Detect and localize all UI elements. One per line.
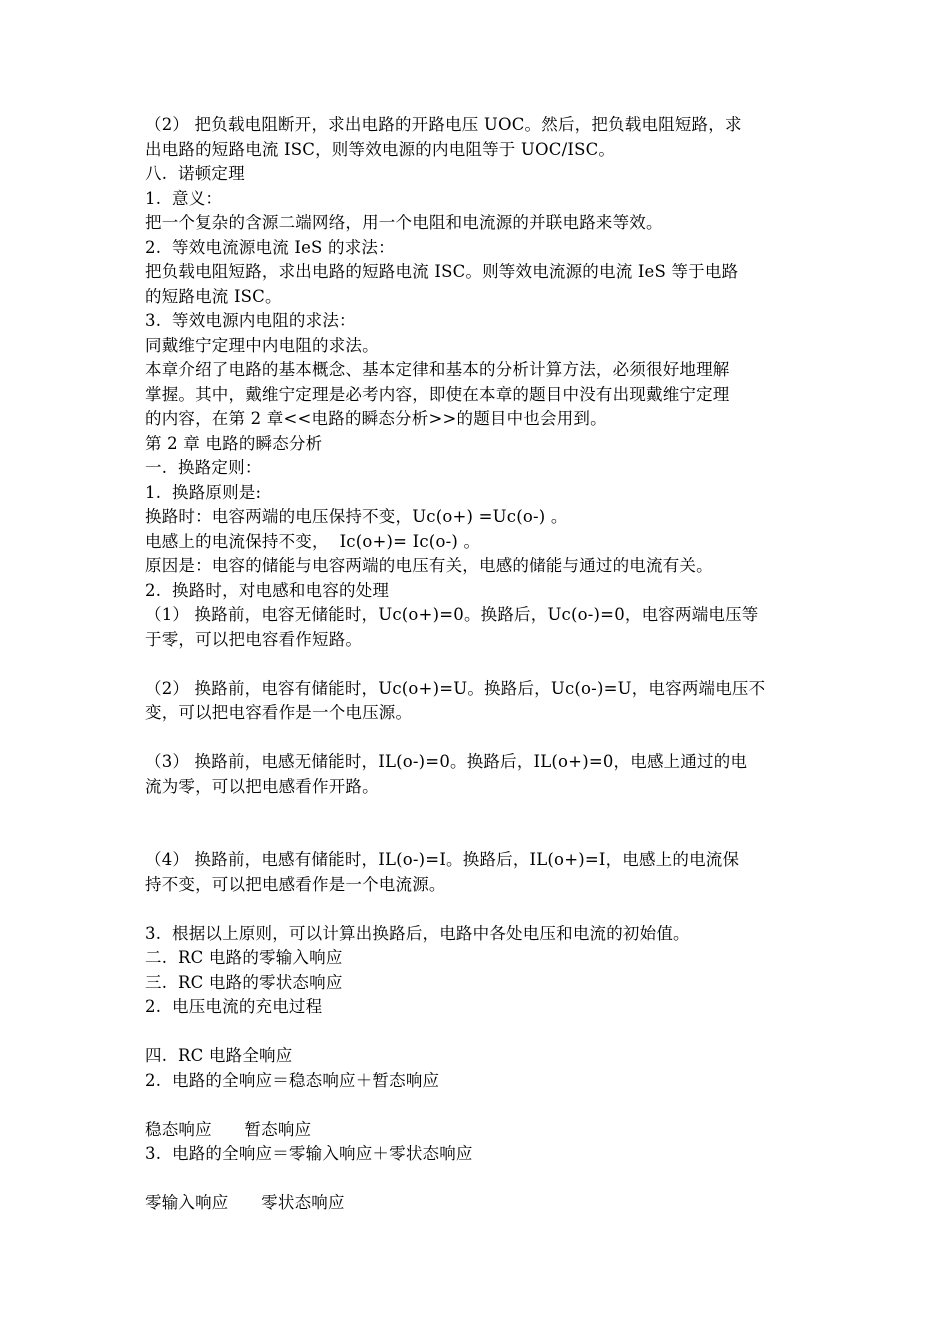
- document-page: [145, 113, 813, 1216]
- blank-line: [145, 824, 813, 849]
- section-heading: 四. RC 电路全响应: [145, 1046, 293, 1065]
- text-line: 把负载电阻短路，求出电路的短路电流 ISC。则等效电流源的电流 IeS 等于电路: [145, 262, 739, 281]
- subsection-heading: 2. 换路时，对电感和电容的处理: [145, 580, 390, 600]
- text-line: 零输入响应 零状态响应: [145, 1193, 345, 1212]
- text-line: 把一个复杂的含源二端网络，用一个电阻和电流源的并联电路来等效。: [145, 213, 663, 232]
- text-line: 本章介绍了电路的基本概念、基本定律和基本的分析计算方法，必须很好地理解: [145, 360, 730, 379]
- blank-line: [145, 726, 813, 751]
- text-line: 电感上的电流保持不变， Ic(o+)= Ic(o-) 。: [145, 531, 481, 551]
- text-line: （4） 换路前，电感有储能时，IL(o-)=I。换路后，IL(o+)=I，电感上的电流保: [145, 850, 740, 869]
- subsection-heading: 2. 电压电流的充电过程: [145, 997, 323, 1016]
- text-line: 3. 根据以上原则，可以计算出换路后，电路中各处电压和电流的初始值。: [145, 923, 690, 943]
- section-heading: 二. RC 电路的零输入响应: [145, 948, 343, 967]
- section-heading: 八. 诺顿定理: [145, 164, 245, 183]
- text-line: （2） 把负载电阻断开，求出电路的开路电压 UOC。然后，把负载电阻短路，求: [145, 115, 742, 134]
- blank-line: [145, 1167, 813, 1192]
- text-line: 出电路的短路电流 ISC，则等效电源的内电阻等于 UOC/ISC。: [145, 139, 616, 159]
- text-line: 掌握。其中，戴维宁定理是必考内容，即使在本章的题目中没有出现戴维宁定理: [145, 384, 730, 404]
- text-line: 于零，可以把电容看作短路。: [145, 629, 363, 649]
- text-line: 变，可以把电容看作是一个电压源。: [145, 703, 413, 722]
- blank-line: [145, 1093, 813, 1118]
- text-line: 3. 电路的全响应＝零输入响应＋零状态响应: [145, 1144, 473, 1163]
- section-heading: 一. 换路定则：: [145, 458, 262, 477]
- text-line: 的内容，在第 2 章<<电路的瞬态分析>>的题目中也会用到。: [145, 409, 607, 428]
- text-line: 换路时：电容两端的电压保持不变，Uc(o+) =Uc(o-) 。: [145, 507, 568, 526]
- subsection-heading: 3. 等效电源内电阻的求法：: [145, 311, 356, 330]
- chapter-heading: 第 2 章 电路的瞬态分析: [145, 433, 323, 453]
- subsection-heading: 1. 意义：: [145, 188, 223, 208]
- blank-line: [145, 897, 813, 922]
- text-line: 的短路电流 ISC。: [145, 286, 282, 306]
- blank-line: [145, 1020, 813, 1045]
- text-line: （1） 换路前，电容无储能时，Uc(o+)=0。换路后，Uc(o-)=0，电容两端电压等: [145, 605, 759, 624]
- subsection-heading: 1. 换路原则是:: [145, 482, 262, 502]
- text-line: 原因是：电容的储能与电容两端的电压有关，电感的储能与通过的电流有关。: [145, 556, 713, 575]
- text-line: 稳态响应 暂态响应: [145, 1119, 312, 1139]
- text-line: 持不变，可以把电感看作是一个电流源。: [145, 874, 446, 894]
- text-line: 2. 电路的全响应＝稳态响应＋暂态响应: [145, 1070, 440, 1090]
- text-line: （3） 换路前，电感无储能时，IL(o-)=0。换路后，IL(o+)=0，电感上通过的电: [145, 752, 748, 771]
- blank-line: [145, 652, 813, 677]
- text-line: 流为零，可以把电感看作开路。: [145, 776, 379, 796]
- blank-line: [145, 799, 813, 824]
- subsection-heading: 2. 等效电流源电流 IeS 的求法：: [145, 237, 395, 257]
- section-heading: 三. RC 电路的零状态响应: [145, 972, 343, 992]
- text-line: 同戴维宁定理中内电阻的求法。: [145, 335, 379, 355]
- text-line: （2） 换路前，电容有储能时，Uc(o+)=U。换路后，Uc(o-)=U，电容两端电压不: [145, 678, 766, 698]
